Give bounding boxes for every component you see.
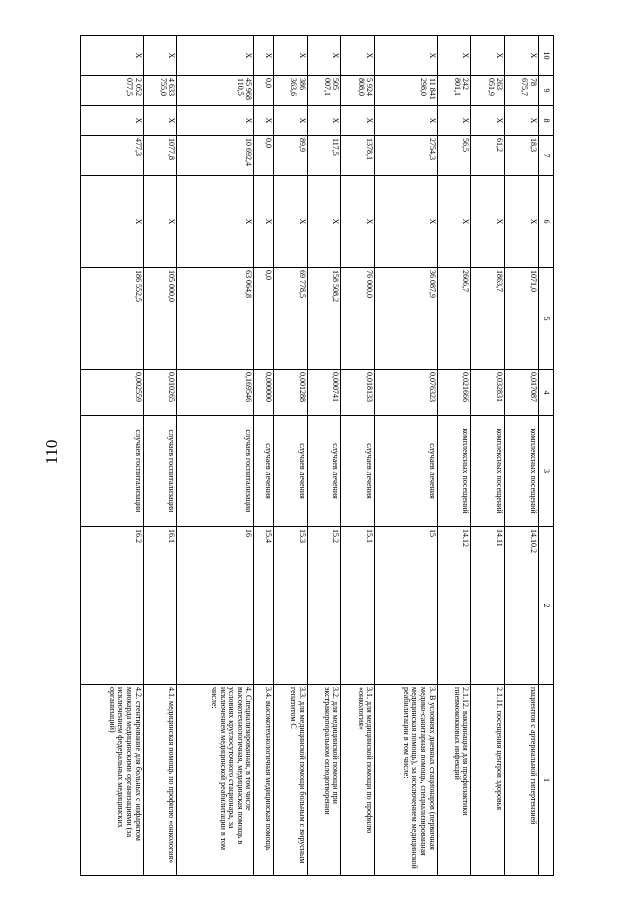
cell-unit: случаев лечения	[273, 416, 307, 527]
cell-c8: X	[437, 106, 471, 136]
cell-code: 15.3	[273, 527, 307, 685]
cell-norm: 0,032831	[471, 370, 505, 416]
cell-c6: X	[437, 176, 471, 268]
cell-code: 16.2	[81, 527, 144, 685]
cell-name: 3.4. высокотехнологичная медицинская помощь	[254, 685, 273, 876]
table-row	[143, 36, 177, 876]
cell-c6: X	[307, 176, 341, 268]
table-row	[505, 36, 539, 876]
cell-code: 15	[375, 527, 438, 685]
col-num: 5	[539, 268, 554, 370]
cell-c10: X	[143, 36, 177, 76]
cell-c9: 2 052 077,5	[81, 76, 144, 106]
cell-cost: 0,0	[254, 268, 273, 370]
cell-cost: 69 778,5	[273, 268, 307, 370]
cell-cost: 186 552,5	[81, 268, 144, 370]
table-row	[341, 36, 375, 876]
cell-code: 14.12	[437, 527, 471, 685]
cell-c7: 117,5	[307, 136, 341, 176]
col-num: 3	[539, 416, 554, 527]
cell-c7: 477,3	[81, 136, 144, 176]
cell-name: 3.2. для медицинской помощи при экстракорпоральном оплодотворении	[307, 685, 341, 876]
cell-code: 14.10.2	[505, 527, 539, 685]
col-num: 7	[539, 136, 554, 176]
cell-c9: 386 363,6	[273, 76, 307, 106]
cell-c6: X	[81, 176, 144, 268]
cell-norm: 0,010265	[143, 370, 177, 416]
table-row	[273, 36, 307, 876]
cell-code: 14.11	[471, 527, 505, 685]
cell-c8: X	[143, 106, 177, 136]
cell-name: 3.3. для медицинской помощи больным с вирусным гепатитом С	[273, 685, 307, 876]
cell-c8: X	[307, 106, 341, 136]
col-num: 4	[539, 370, 554, 416]
cell-c10: X	[505, 36, 539, 76]
cell-name: 3. В условиях дневных стационаров (первичная медико-санитарная помощь, специализированная медицинская помощь), за исключением медицинской реабилитации в том числе:	[375, 685, 438, 876]
cell-unit: случаев лечения	[341, 416, 375, 527]
cell-c10: X	[471, 36, 505, 76]
cell-cost: 76 000,0	[341, 268, 375, 370]
cell-name: 4.2. стентирование для больных с инфарктом миокарда медицинскими организациями (за исключением федеральных медицинских организаций)	[81, 685, 144, 876]
col-num: 8	[539, 106, 554, 136]
cell-c7: 0,0	[254, 136, 273, 176]
cell-c9: 45 968 110,5	[177, 76, 254, 106]
cell-c7: 1378,1	[341, 136, 375, 176]
cell-cost: 158 508,2	[307, 268, 341, 370]
cell-unit: случаев лечения	[307, 416, 341, 527]
col-num: 9	[539, 76, 554, 106]
cell-cost: 1071,0	[505, 268, 539, 370]
cell-c9: 78 675,7	[505, 76, 539, 106]
cell-unit: комплексных посещений	[505, 416, 539, 527]
cell-norm: 0,000741	[307, 370, 341, 416]
cell-cost: 2606,7	[437, 268, 471, 370]
cell-c9: 242 801,1	[437, 76, 471, 106]
cell-unit: случаев госпитализации	[143, 416, 177, 527]
cell-name: 3.1. для медицинской помощи по профилю «онкология»	[341, 685, 375, 876]
cell-c9: 0,0	[254, 76, 273, 106]
cell-unit: случаев госпитализации	[177, 416, 254, 527]
cell-c9: 263 051,9	[471, 76, 505, 106]
cell-c10: X	[375, 36, 438, 76]
table-row	[375, 36, 438, 876]
table-row	[81, 36, 144, 876]
cell-norm: 0,021666	[437, 370, 471, 416]
data-table	[80, 35, 554, 876]
cell-norm: 0,169546	[177, 370, 254, 416]
cell-code: 16	[177, 527, 254, 685]
rotated-table-wrapper	[80, 35, 554, 875]
page-number: 110	[42, 439, 61, 465]
cell-c7: 18,3	[505, 136, 539, 176]
cell-c10: X	[177, 36, 254, 76]
cell-name: 4.1. медицинская помощь по профилю «онкология»	[143, 685, 177, 876]
cell-norm: 0,018133	[341, 370, 375, 416]
cell-c8: X	[505, 106, 539, 136]
cell-c8: X	[177, 106, 254, 136]
cell-c8: X	[375, 106, 438, 136]
cell-unit: комплексных посещений	[471, 416, 505, 527]
cell-norm: 0,001288	[273, 370, 307, 416]
cell-c8: X	[81, 106, 144, 136]
table-row	[437, 36, 471, 876]
table-row	[254, 36, 273, 876]
cell-c6: X	[143, 176, 177, 268]
cell-c6: X	[254, 176, 273, 268]
col-num: 2	[539, 527, 554, 685]
table-row	[471, 36, 505, 876]
cell-c10: X	[307, 36, 341, 76]
col-num: 1	[539, 685, 554, 876]
cell-name: пациентов с артериальной гипертензией	[505, 685, 539, 876]
cell-c10: X	[254, 36, 273, 76]
cell-c6: X	[375, 176, 438, 268]
cell-code: 15.4	[254, 527, 273, 685]
cell-c7: 1077,8	[143, 136, 177, 176]
cell-norm: 0,076323	[375, 370, 438, 416]
cell-norm: 0,002559	[81, 370, 144, 416]
cell-cost: 105 000,0	[143, 268, 177, 370]
cell-c10: X	[437, 36, 471, 76]
column-number-row	[539, 36, 554, 876]
cell-cost: 36 087,9	[375, 268, 438, 370]
cell-c7: 61,2	[471, 136, 505, 176]
cell-c8: X	[273, 106, 307, 136]
cell-name: 2.1.12. вакцинация для профилактики пневмококковых инфекций	[437, 685, 471, 876]
cell-c8: X	[471, 106, 505, 136]
cell-c9: 11 841 298,0	[375, 76, 438, 106]
cell-c6: X	[471, 176, 505, 268]
cell-norm: 0,017087	[505, 370, 539, 416]
cell-cost: 63 064,8	[177, 268, 254, 370]
cell-c6: X	[273, 176, 307, 268]
cell-code: 15.2	[307, 527, 341, 685]
cell-c9: 505 007,1	[307, 76, 341, 106]
cell-c6: X	[341, 176, 375, 268]
cell-norm: 0,000000	[254, 370, 273, 416]
cell-c7: 89,9	[273, 136, 307, 176]
cell-c10: X	[341, 36, 375, 76]
cell-unit: случаев госпитализации	[81, 416, 144, 527]
cell-c8: X	[341, 106, 375, 136]
cell-code: 16.1	[143, 527, 177, 685]
cell-c7: 2754,3	[375, 136, 438, 176]
cell-unit: случаев лечения	[375, 416, 438, 527]
cell-c6: X	[505, 176, 539, 268]
cell-c7: 56,5	[437, 136, 471, 176]
cell-cost: 1863,7	[471, 268, 505, 370]
cell-c10: X	[81, 36, 144, 76]
cell-c9: 4 633 755,0	[143, 76, 177, 106]
col-num: 10	[539, 36, 554, 76]
col-num: 6	[539, 176, 554, 268]
table-row	[177, 36, 254, 876]
cell-unit: комплексных посещений	[437, 416, 471, 527]
cell-c7: 10 692,4	[177, 136, 254, 176]
cell-c6: X	[177, 176, 254, 268]
cell-name: 2.1.11. посещения центров здоровья	[471, 685, 505, 876]
cell-unit: случаев лечения	[254, 416, 273, 527]
table-row	[307, 36, 341, 876]
cell-c8: X	[254, 106, 273, 136]
cell-code: 15.1	[341, 527, 375, 685]
cell-name: 4. Специализированная, в том числе высокотехнологичная, медицинская помощь в условиях круглосуточного стационара, за исключением медицинской реабилитации в том числе:	[177, 685, 254, 876]
cell-c9: 5 924 808,0	[341, 76, 375, 106]
cell-c10: X	[273, 36, 307, 76]
